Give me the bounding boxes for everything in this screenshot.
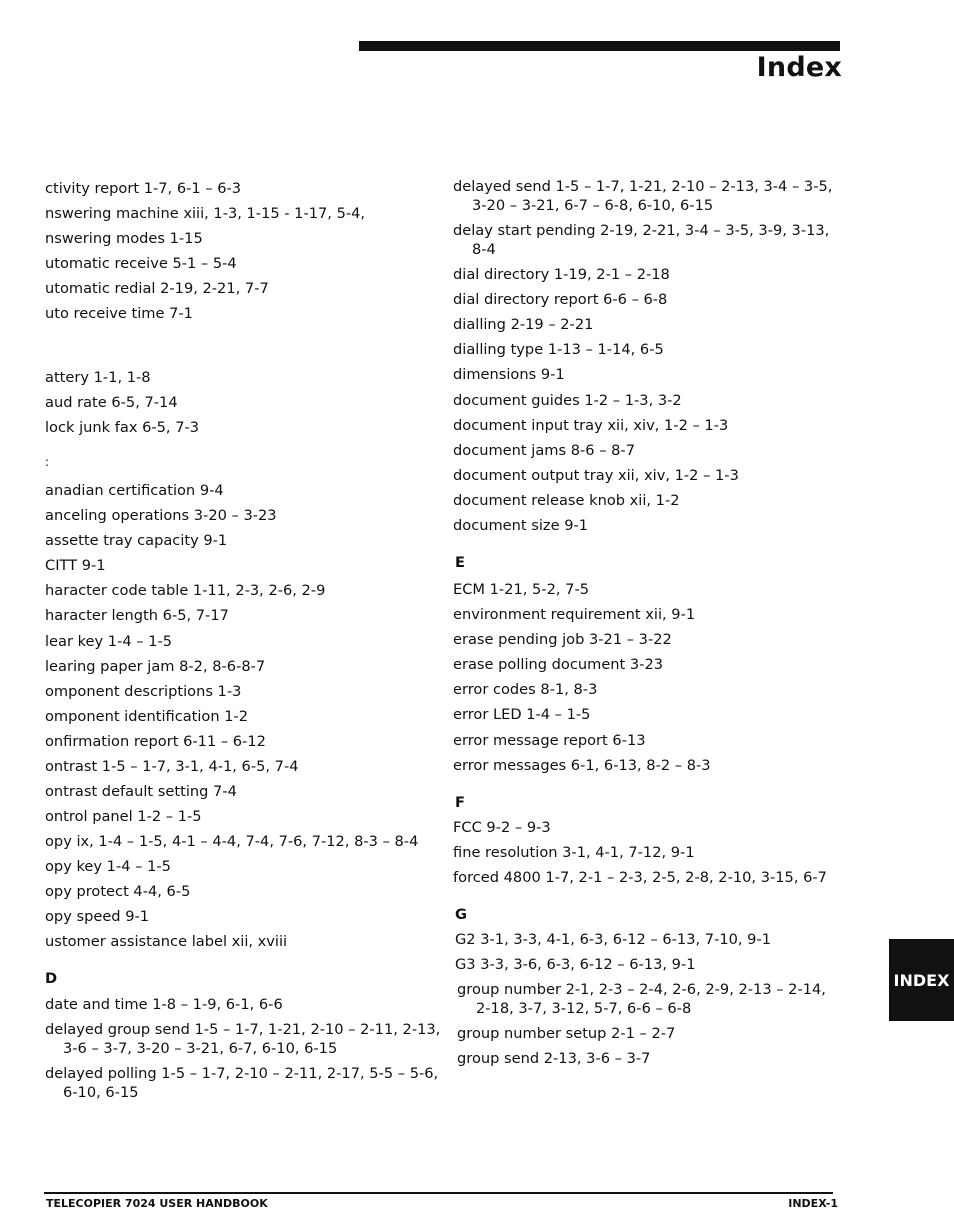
index-entry: error message report 6-13 xyxy=(453,732,646,749)
index-entry: utomatic redial 2-19, 2-21, 7-7 xyxy=(45,280,269,297)
index-entry: learing paper jam 8-2, 8-6-8-7 xyxy=(45,658,266,675)
index-entry: opy speed 9-1 xyxy=(45,908,150,925)
index-entry: haracter code table 1-11, 2-3, 2-6, 2-9 xyxy=(45,582,326,599)
index-entry: dialling 2-19 – 2-21 xyxy=(453,316,594,333)
index-entry: opy protect 4-4, 6-5 xyxy=(45,883,191,900)
index-entry: date and time 1-8 – 1-9, 6-1, 6-6 xyxy=(45,996,283,1013)
index-entry: erase pending job 3-21 – 3-22 xyxy=(453,631,672,648)
index-entry: utomatic receive 5-1 – 5-4 xyxy=(45,255,237,272)
index-entry: ctivity report 1-7, 6-1 – 6-3 xyxy=(45,180,242,197)
index-entry: lear key 1-4 – 1-5 xyxy=(45,633,173,650)
index-entry: dimensions 9-1 xyxy=(453,366,565,383)
index-entry: ontrast default setting 7-4 xyxy=(45,783,237,800)
index-entry: group send 2-13, 3-6 – 3-7 xyxy=(457,1050,651,1067)
index-entry: haracter length 6-5, 7-17 xyxy=(45,607,229,624)
index-entry: ontrol panel 1-2 – 1-5 xyxy=(45,808,202,825)
index-entry: attery 1-1, 1-8 xyxy=(45,369,151,386)
index-entry: omponent identification 1-2 xyxy=(45,708,249,725)
page-title: Index xyxy=(756,52,842,83)
index-entry: document guides 1-2 – 1-3, 3-2 xyxy=(453,392,682,409)
index-entry: forced 4800 1-7, 2-1 – 2-3, 2-5, 2-8, 2-10, 3-15, 6-7 xyxy=(453,869,827,886)
index-entry: nswering machine xiii, 1-3, 1-15 - 1-17, 5-4, xyxy=(45,205,366,222)
index-entry: CITT 9-1 xyxy=(45,557,106,574)
index-entry: document jams 8-6 – 8-7 xyxy=(453,442,635,459)
index-entry: assette tray capacity 9-1 xyxy=(45,532,228,549)
header-rule xyxy=(359,41,840,51)
index-entry-continuation: 8-4 xyxy=(472,241,496,258)
section-letter: E xyxy=(455,554,465,571)
index-entry: aud rate 6-5, 7-14 xyxy=(45,394,178,411)
index-entry: G2 3-1, 3-3, 4-1, 6-3, 6-12 – 6-13, 7-10, 9-1 xyxy=(455,931,772,948)
index-entry: opy key 1-4 – 1-5 xyxy=(45,858,171,875)
section-marker: : xyxy=(45,455,50,469)
index-entry: environment requirement xii, 9-1 xyxy=(453,606,696,623)
index-entry: fine resolution 3-1, 4-1, 7-12, 9-1 xyxy=(453,844,695,861)
section-letter: F xyxy=(455,794,465,811)
index-entry-continuation: 2-18, 3-7, 3-12, 5-7, 6-6 – 6-8 xyxy=(476,1000,692,1017)
index-entry: document input tray xii, xiv, 1-2 – 1-3 xyxy=(453,417,729,434)
index-entry: delayed polling 1-5 – 1-7, 2-10 – 2-11, 2-17, 5-5 – 5-6, xyxy=(45,1065,439,1082)
index-entry-continuation: 3-20 – 3-21, 6-7 – 6-8, 6-10, 6-15 xyxy=(472,197,714,214)
index-entry: group number 2-1, 2-3 – 2-4, 2-6, 2-9, 2-13 – 2-14, xyxy=(457,981,826,998)
index-entry: opy ix, 1-4 – 1-5, 4-1 – 4-4, 7-4, 7-6, 7-12, 8-3 – 8-4 xyxy=(45,833,419,850)
index-entry-continuation: 6-10, 6-15 xyxy=(63,1084,139,1101)
index-entry: group number setup 2-1 – 2-7 xyxy=(457,1025,676,1042)
section-letter: D xyxy=(45,970,58,987)
index-entry: document release knob xii, 1-2 xyxy=(453,492,680,509)
section-letter: G xyxy=(455,906,467,923)
index-entry: uto receive time 7-1 xyxy=(45,305,193,322)
index-entry: error LED 1-4 – 1-5 xyxy=(453,706,591,723)
index-entry: ontrast 1-5 – 1-7, 3-1, 4-1, 6-5, 7-4 xyxy=(45,758,299,775)
index-entry: ustomer assistance label xii, xviii xyxy=(45,933,288,950)
footer-rule xyxy=(44,1192,833,1194)
index-entry: delayed send 1-5 – 1-7, 1-21, 2-10 – 2-13, 3-4 – 3-5, xyxy=(453,178,833,195)
index-entry: lock junk fax 6-5, 7-3 xyxy=(45,419,200,436)
index-entry: ECM 1-21, 5-2, 7-5 xyxy=(453,581,589,598)
index-side-tab: INDEX xyxy=(889,939,954,1021)
index-entry: erase polling document 3-23 xyxy=(453,656,664,673)
index-entry: anceling operations 3-20 – 3-23 xyxy=(45,507,277,524)
index-entry: error codes 8-1, 8-3 xyxy=(453,681,598,698)
index-entry: nswering modes 1-15 xyxy=(45,230,203,247)
index-entry: error messages 6-1, 6-13, 8-2 – 8-3 xyxy=(453,757,711,774)
index-entry: document output tray xii, xiv, 1-2 – 1-3 xyxy=(453,467,739,484)
index-entry-continuation: 3-6 – 3-7, 3-20 – 3-21, 6-7, 6-10, 6-15 xyxy=(63,1040,338,1057)
index-entry: delay start pending 2-19, 2-21, 3-4 – 3-5, 3-9, 3-13, xyxy=(453,222,830,239)
index-entry: G3 3-3, 3-6, 6-3, 6-12 – 6-13, 9-1 xyxy=(455,956,696,973)
index-entry: onfirmation report 6-11 – 6-12 xyxy=(45,733,266,750)
footer-page-number: INDEX-1 xyxy=(788,1197,838,1210)
index-entry: omponent descriptions 1-3 xyxy=(45,683,242,700)
index-entry: dial directory report 6-6 – 6-8 xyxy=(453,291,668,308)
index-entry: document size 9-1 xyxy=(453,517,589,534)
index-entry: delayed group send 1-5 – 1-7, 1-21, 2-10 – 2-11, 2-13, xyxy=(45,1021,441,1038)
index-entry: dialling type 1-13 – 1-14, 6-5 xyxy=(453,341,664,358)
index-entry: dial directory 1-19, 2-1 – 2-18 xyxy=(453,266,670,283)
footer-book-title: TELECOPIER 7024 USER HANDBOOK xyxy=(46,1197,268,1210)
index-entry: FCC 9-2 – 9-3 xyxy=(453,819,551,836)
index-entry: anadian certification 9-4 xyxy=(45,482,224,499)
